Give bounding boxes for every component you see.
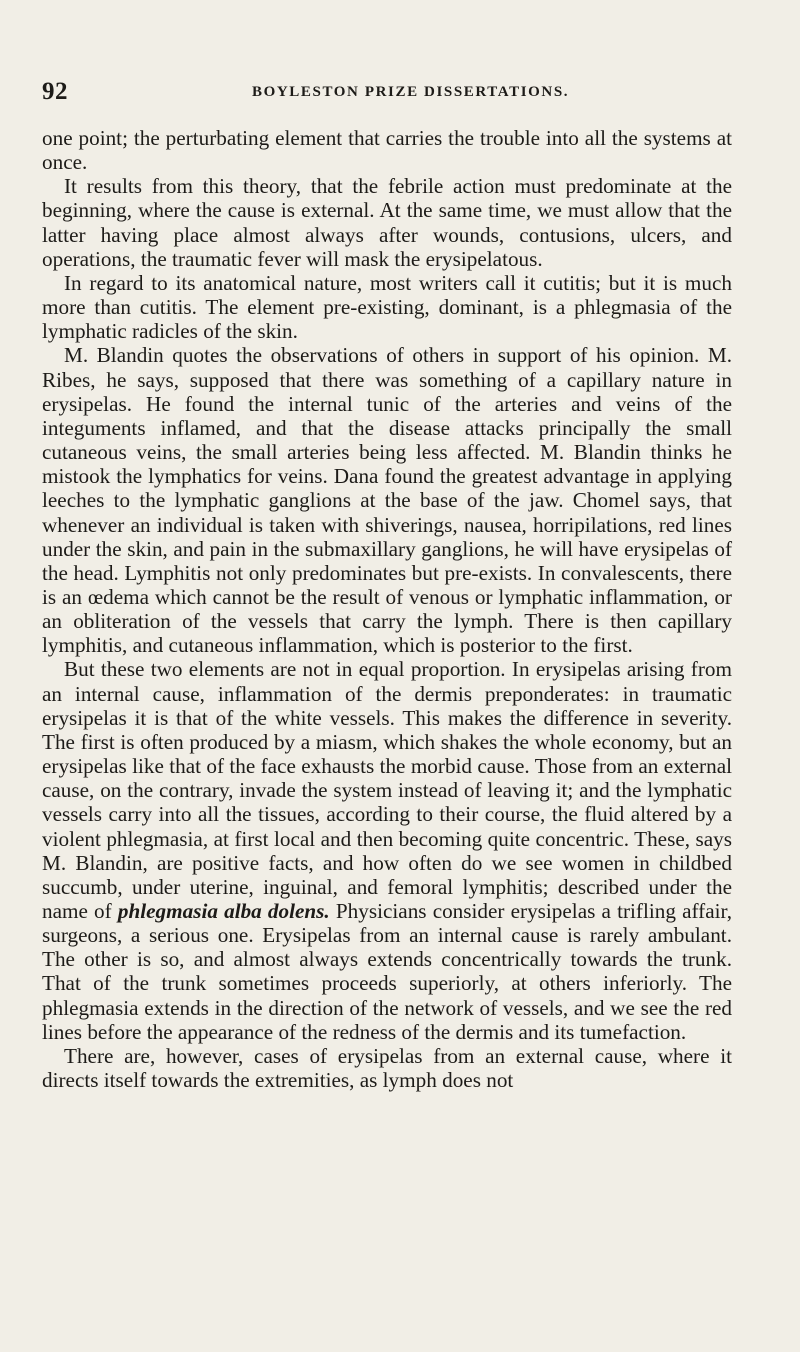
running-head: BOYLESTON PRIZE DISSERTATIONS. — [252, 84, 570, 100]
italic-term: phlegmasia alba dolens. — [117, 899, 330, 923]
page-header — [42, 78, 732, 108]
paragraph — [42, 271, 732, 343]
paragraph-text: But these two elements are not in equal proportion. In erysipelas arising from an internal cause, inflammation of the dermis preponderates: in traumatic erysipelas it is that of the white vessels. This makes the difference in severity. The first is often produced by a miasm, which shakes the whole economy, but an erysipelas like that of the face exhausts the morbid cause. Those from an external cause, on the contrary, invade the system instead of leaving it; and the lymphatic vessels carry into all the tissues, according to their course, the fluid altered by a violent phlegmasia, at first local and then becoming quite concentric. These, says M. Blandin, are positive facts, and how often do we see women in childbed succumb, under uterine, inguinal, and femoral lymphitis; described under the name of — [42, 657, 732, 923]
page-number: 92 — [42, 78, 68, 105]
body-text — [42, 126, 732, 1092]
paragraph-text: There are, however, cases of erysipelas from an external cause, where it directs itself towards the extremities, as lymph does not — [42, 1043, 732, 1093]
paragraph-text: M. Blandin quotes the observations of others in support of his opinion. M. Ribes, he says, supposed that there was something of a capillary nature in erysipelas. He found the internal tunic of the arteries and veins of the integuments inflamed, and that the disease attacks principally the small cutaneous veins, the small arteries being less affected. M. Blandin thinks he mistook the lymphatics for veins. Dana found the greatest advantage in applying leeches to the lymphatic ganglions at the base of the jaw. Chomel says, that whenever an individual is taken with shiverings, nausea, horripilations, red lines under the skin, and pain in the submaxillary ganglions, he will have erysipelas of the head. Lymphitis not only predominates but pre-exists. In convalescents, there is an œdema which cannot be the result of venous or lymphatic inflammation, or an obliteration of the vessels that carry the lymph. There is then capillary lymphitis, and cutaneous inflammation, which is posterior to the first. — [42, 343, 732, 658]
paragraph — [42, 126, 732, 174]
paragraph-text: one point; the perturbating element that carries the trouble into all the systems at once. — [42, 126, 732, 175]
paragraph — [42, 174, 732, 271]
paragraph-text: It results from this theory, that the febrile action must predominate at the beginning, where the cause is external. At the same time, we must allow that the latter having place almost always after wounds, contusions, ulcers, and operations, the traumatic fever will mask the erysipelatous. — [42, 174, 732, 271]
paragraph-text: In regard to its anatomical nature, most writers call it cutitis; but it is much more than cutitis. The element pre-existing, dominant, is a phlegmasia of the lymphatic radicles of the skin. — [42, 270, 732, 344]
paragraph — [42, 657, 732, 1044]
paragraph — [42, 343, 732, 657]
paragraph-text-continued: Physicians consider erysipelas a trifling affair, surgeons, a serious one. Erysipelas from an internal cause is rarely ambulant. The other is so, and almost always extends concentrically towards the trunk. That of the trunk sometimes proceeds superiorly, at others inferiorly. The phlegmasia extends in the direction of the network of vessels, and we see the red lines before the appearance of the redness of the dermis and its tumefaction. — [42, 899, 732, 1044]
paragraph — [42, 1044, 732, 1092]
